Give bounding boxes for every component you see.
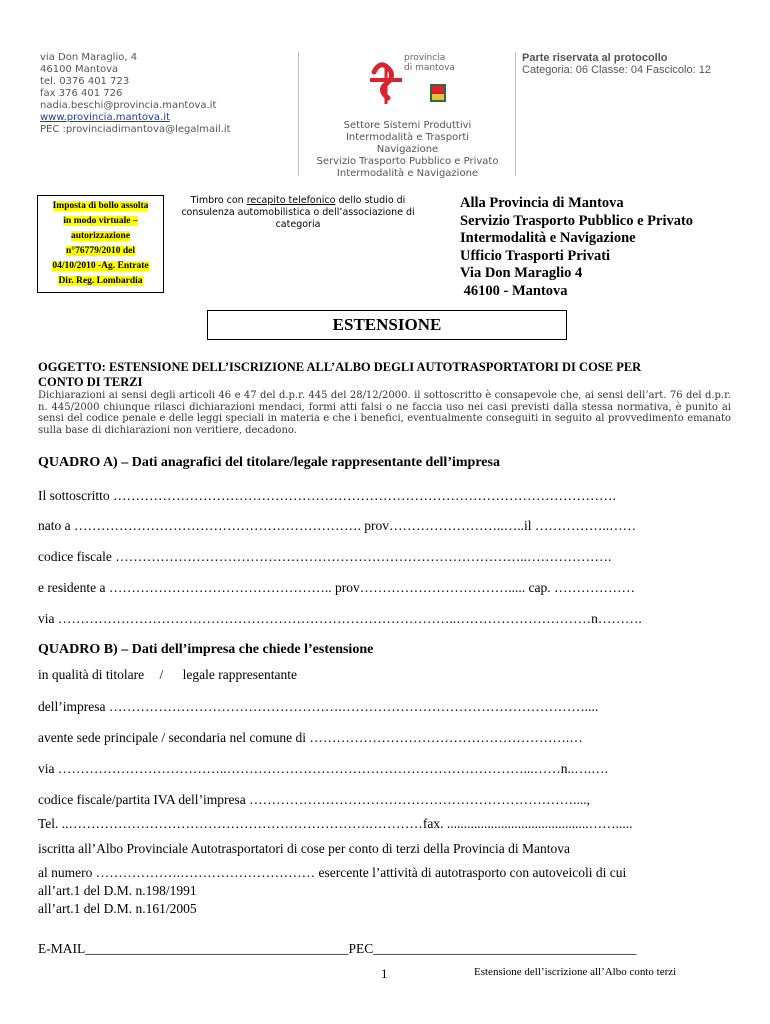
stamp-text-pre: Timbro con [190,195,247,206]
signer-field[interactable]: Il sottoscritto …………………………………………………………………………………………………. [38,488,616,503]
role-selection[interactable] [38,667,297,683]
recipient-line-4: Ufficio Trasporti Privati [460,247,611,264]
registry-text: iscritta all’Albo Provinciale Autotrasportatori di cose per conto di terzi della Provincia di Mantova [38,841,570,856]
role-separator: / [159,667,164,682]
recipient-block [460,195,693,300]
bollo-line-1: Imposta di bollo assolta [52,201,149,211]
protocol-title: Parte riservata al protocollo [522,52,668,64]
protocol-block [522,52,711,76]
protocol-classification: Categoria: 06 Classe: 04 Fascicolo: 12 [522,64,711,76]
company-street-field[interactable]: via ………………………………..…………………………………………………………...……n..….…. [38,761,608,776]
logo-caption [404,53,455,73]
bollo-line-4: n°76779/2010 del [66,246,135,256]
logo-line-1: provincia [404,53,446,63]
registry-number-field[interactable]: al numero ……………….………………………… esercente l’attività di autotrasporto con autoveicoli di cui [38,865,627,880]
recipient-line-1: Alla Provincia di Mantova [460,195,624,211]
page-number: 1 [381,966,388,981]
sender-address [40,52,231,136]
stamp-text-post: dello studio di [335,195,406,206]
residence-field[interactable]: e residente a ………………………………………….. prov……………………………..... cap. ……………… [38,580,635,595]
page-title: ESTENSIONE [332,315,442,334]
birth-field[interactable]: nato a ………………………………………………………. prov……………………..…..il ……………..…… [38,518,637,533]
subject-line-1: OGGETTO: ESTENSIONE DELL’ISCRIZIONE ALL’ALBO DEGLI AUTOTRASPORTATORI DI COSE PER [38,360,642,374]
sender-fax: fax 376 401 726 [40,88,123,99]
bollo-line-3: autorizzazione [70,231,131,241]
header-divider-left [298,52,299,176]
vat-field[interactable]: codice fiscale/partita IVA dell’impresa ………………………………………………………………...., [38,792,591,807]
recipient-line-5: Via Don Maraglio 4 [460,265,583,281]
recipient-line-6: 46100 - Mantova [460,282,568,299]
stamp-line-3: categoria [275,219,321,230]
sector-line-1: Settore Sistemi Produttivi [343,120,472,131]
sector-block [300,120,515,180]
declaration-text: Dichiarazioni ai sensi degli articoli 46 e 47 del d.p.r. 445 del 28/12/2000. il sottoscritto è consapevole che, ai sensi dell’art. 76 del d.p.r. n. 445/2000 chiunque rilasci dichiarazioni mendaci, formi atti falsi o ne faccia uso nei casi previsti dalla stessa normativa, è punito ai sensi del codice penale e delle leggi speciali in materia e che i benefici, eventualmente conseguiti in seguito al provvedimento emanato sulla base di dichiarazioni non veritiere, decadono. [38,390,731,436]
stamp-area [178,195,418,231]
dm-option-1991[interactable]: all’art.1 del D.M. n.198/1991 [38,883,197,898]
email-pec-field[interactable]: E-MAIL_______________________________________PEC_______________________________________ [38,941,637,956]
street-field[interactable]: via ……………………………………………………………………………..…………………………n………. [38,611,642,626]
sector-line-3: Navigazione [376,144,439,155]
sender-pec: PEC :provinciadimantova@legalmail.it [40,124,231,135]
bollo-line-2: in modo virtuale – [63,216,138,226]
sector-line-2: Intermodalità e Trasporti [345,132,470,143]
section-a-title: QUADRO A) – Dati anagrafici del titolare/legale rappresentante dell’impresa [38,455,500,470]
sector-line-4: Servizio Trasporto Pubblico e Privato [316,156,499,167]
recipient-line-3: Intermodalità e Navigazione [460,230,636,246]
subject [38,360,738,390]
bollo-line-5: 04/10/2010 -Ag. Entrate [52,261,149,271]
company-field[interactable]: dell’impresa …………………………………………….……………………………………………….... [38,699,599,714]
sender-city: 46100 Mantova [40,64,119,75]
header-divider-right [515,52,516,176]
sender-email: nadia.beschi@provincia.mantova.it [40,100,217,111]
sector-line-5: Intermodalità e Navigazione [336,168,479,179]
stamp-line-2: consulenza automobilistica o dell’associazione di [181,207,415,218]
title-box [207,310,567,340]
sender-street: via Don Maraglio, 4 [40,52,138,63]
recipient-line-2: Servizio Trasporto Pubblico e Privato [460,212,694,229]
bollo-line-6: Dir. Reg. Lombardia [58,276,143,286]
sender-tel: tel. 0376 401 723 [40,76,130,87]
company-seat-field[interactable]: avente sede principale / secondaria nel comune di ………………………………………………….… [38,730,583,745]
stamp-text-underlined: recapito telefonico [246,195,336,206]
role-owner-option[interactable]: in qualità di titolare [38,667,145,682]
role-legal-rep-option[interactable]: legale rappresentante [182,667,297,682]
logo-line-2: di mantova [404,63,455,73]
section-b-title: QUADRO B) – Dati dell’impresa che chiede l’estensione [38,642,374,657]
tel-fax-field[interactable]: Tel. ..………………………………………………………….…………fax. ..........................................……..... [38,816,633,831]
dm-option-2005[interactable]: all’art.1 del D.M. n.161/2005 [38,901,197,916]
stamp-duty-box [37,195,164,293]
subject-line-2: CONTO DI TERZI [38,375,143,389]
tax-code-field[interactable]: codice fiscale ………………………………………………………………………………..………………. [38,549,612,564]
footer-caption: Estensione dell’iscrizione all’Albo conto terzi [474,966,677,978]
sender-website-link[interactable]: www.provincia.mantova.it [40,112,170,123]
